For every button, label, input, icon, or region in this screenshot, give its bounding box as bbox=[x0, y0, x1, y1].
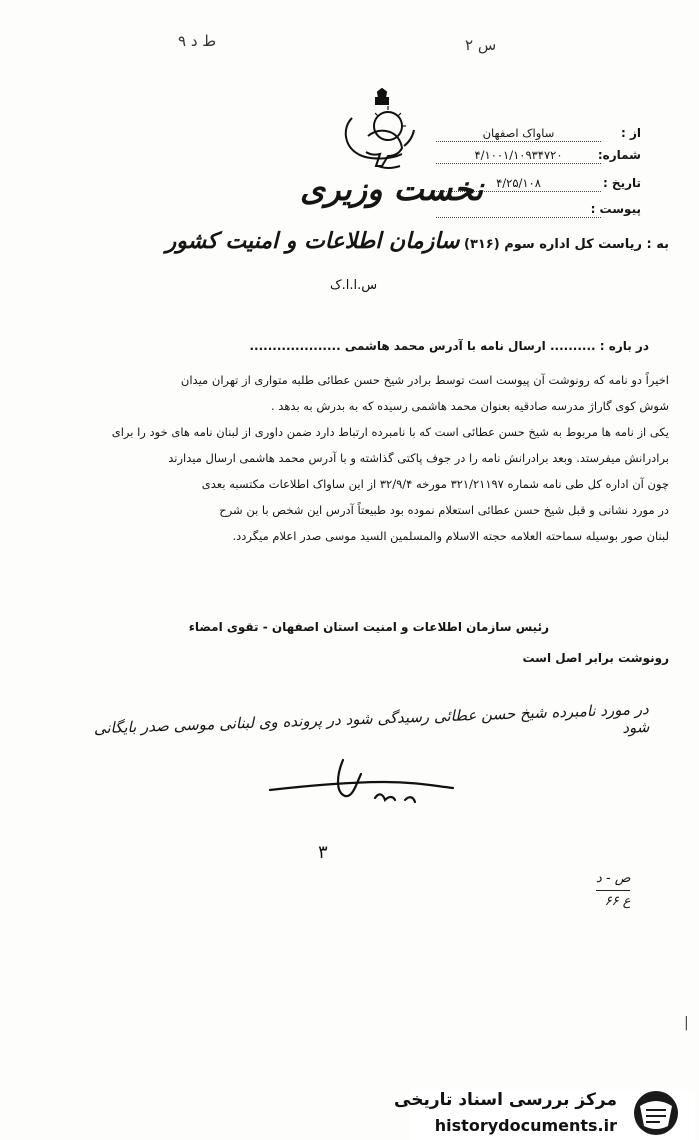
body-line: لبنان صور بوسیله سماحته العلامه حجته الاسلام والمسلمین السید موسی صدر اعلام میگردد. bbox=[232, 529, 669, 543]
corner-mark-top-left: ط د ٩ bbox=[178, 32, 217, 50]
subject-label: در باره : bbox=[599, 339, 649, 353]
body-line: یکی از نامه ها مربوط به شیخ حسن عطائی است که با نامبرده ارتباط دارد ضمن داوری از لبنان نامه های خود را برای bbox=[111, 425, 669, 439]
archive-logo-icon bbox=[626, 1088, 686, 1138]
body-line: در مورد نشانی و قبل شیخ حسن عطائی استعلام نموده بود طبیعتاً آدرس این شخص با بن شرح bbox=[219, 503, 669, 517]
reference-code: س.ا.ا.ک bbox=[330, 278, 378, 293]
header-value: ۴/۲۵/۱۰۸ bbox=[436, 176, 601, 192]
header-field-number bbox=[436, 148, 641, 170]
watermark-name: مرکز بررسی اسناد تاریخی bbox=[394, 1090, 617, 1110]
letter-body bbox=[31, 367, 669, 549]
body-line: اخیراً دو نامه که رونوشت آن پیوست است توسط برادر شیخ حسن عطائی طلبه متواری از تهران میدان bbox=[180, 373, 669, 387]
corner-mark-top-center: س ٢ bbox=[465, 36, 497, 54]
subject-text: ارسال نامه با آدرس محمد هاشمی bbox=[344, 339, 546, 353]
header-value: ساواک اصفهان bbox=[436, 126, 601, 142]
addressee-prefix: به : bbox=[646, 237, 669, 252]
subject-line: در باره : .......... ارسال نامه با آدرس محمد هاشمی .................... bbox=[249, 339, 649, 353]
footer-code bbox=[596, 868, 630, 913]
margin-mark: ٣ bbox=[318, 842, 328, 863]
addressee-org: سازمان اطلاعات و امنیت کشور bbox=[165, 228, 460, 254]
header-value: ۴/۱۰۰۱/۱۰۹۳۴۷۲۰ bbox=[436, 148, 601, 164]
body-line: چون آن اداره کل طی نامه شماره ۳۲۱/۲۱۱۹۷ مورخه ۳۲/۹/۴ از این ساواک اطلاعات مکتسبه بعدی bbox=[201, 477, 669, 491]
header-label: شماره: bbox=[597, 148, 641, 162]
lion-and-sun-emblem-icon bbox=[338, 88, 428, 180]
closing-signature-line: رئیس سازمان اطلاعات و امنیت استان اصفهان - تقوی امضاء bbox=[188, 620, 549, 634]
header-label: از : bbox=[621, 126, 641, 140]
header-label: تاریخ : bbox=[602, 176, 641, 190]
office-title: نخست وزیری bbox=[300, 170, 484, 208]
footer-code-line: ص - د bbox=[596, 871, 631, 886]
certified-copy-note: رونوشت برابر اصل است bbox=[522, 651, 669, 665]
watermark-url: historydocuments.ir bbox=[434, 1116, 617, 1135]
document-page: ط د ٩ س ٢ از : ساواک اصفهان شماره: ۴/۱۰۰۱/۱۰۹۳۴۷۲۰ تاریخ : ۴/۲۵/۱۰۸ پیوست : نخست وزیری به : ریاست کل اداره سوم (۳۱۶) سازمان اطلاعات و امنیت کشور س.ا.ا.ک در باره : .......... ارسال نامه با آدرس محمد هاشمی .................... اخیراً دو نامه که رونوشت آن پیوست است توسط برادر شیخ حسن عطائی طلبه متواری از تهران میدان شوش کوی گاراژ مدرسه صادقیه بعنوان محمد هاشمی رسیده که به بدرش به بدهد . یکی از نامه ها مربوط به شیخ حسن عطائی است که با نامبرده ارتباط دارد ضمن داوری از لبنان نامه های خود را برای برادرانش میفرستد. وبعد برادرانش نامه را در جوف پاکتی گذاشته و با آدرس محمد هاشمی ارسال میدارند چون آن اداره کل طی نامه شماره ۳۲۱/۲۱۱۹۷ مورخه ۳۲/۹/۴ از این ساواک اطلاعات مکتسبه بعدی در مورد نشانی و قبل شیخ حسن عطائی استعلام نموده بود طبیعتاً آدرس این شخص با بن شرح لبنان صور بوسیله سماحته العلامه حجته الاسلام والمسلمین السید موسی صدر اعلام میگردد. رئیس سازمان اطلاعات و امنیت استان اصفهان - تقوی امضاء رونوشت برابر اصل است در مورد نامبرده شیخ حسن عطائی رسیدگی شود در پرونده وی لبنانی موسی صدر بایگانی شود ٣ ص - د ع ۶۶ | مرکز بررسی اسناد تاریخی historydocuments.ir bbox=[0, 0, 699, 1140]
body-line: برادرانش میفرستد. وبعد برادرانش نامه را در جوف پاکتی گذاشته و با آدرس محمد هاشمی ارسال میدارند bbox=[168, 451, 669, 465]
body-line: شوش کوی گاراژ مدرسه صادقیه بعنوان محمد هاشمی رسیده که به بدرش به بدهد . bbox=[271, 399, 669, 413]
footer-code-line: ع ۶۶ bbox=[596, 890, 630, 913]
header-field-from bbox=[436, 126, 641, 148]
handwritten-note: در مورد نامبرده شیخ حسن عطائی رسیدگی شود در پرونده وی لبنانی موسی صدر بایگانی شود bbox=[93, 700, 650, 738]
handwritten-signature-icon bbox=[265, 752, 465, 822]
addressee-text: ریاست کل اداره سوم (۳۱۶) bbox=[463, 237, 642, 252]
addressee-line bbox=[166, 228, 669, 254]
header-label: پیوست : bbox=[590, 202, 641, 216]
